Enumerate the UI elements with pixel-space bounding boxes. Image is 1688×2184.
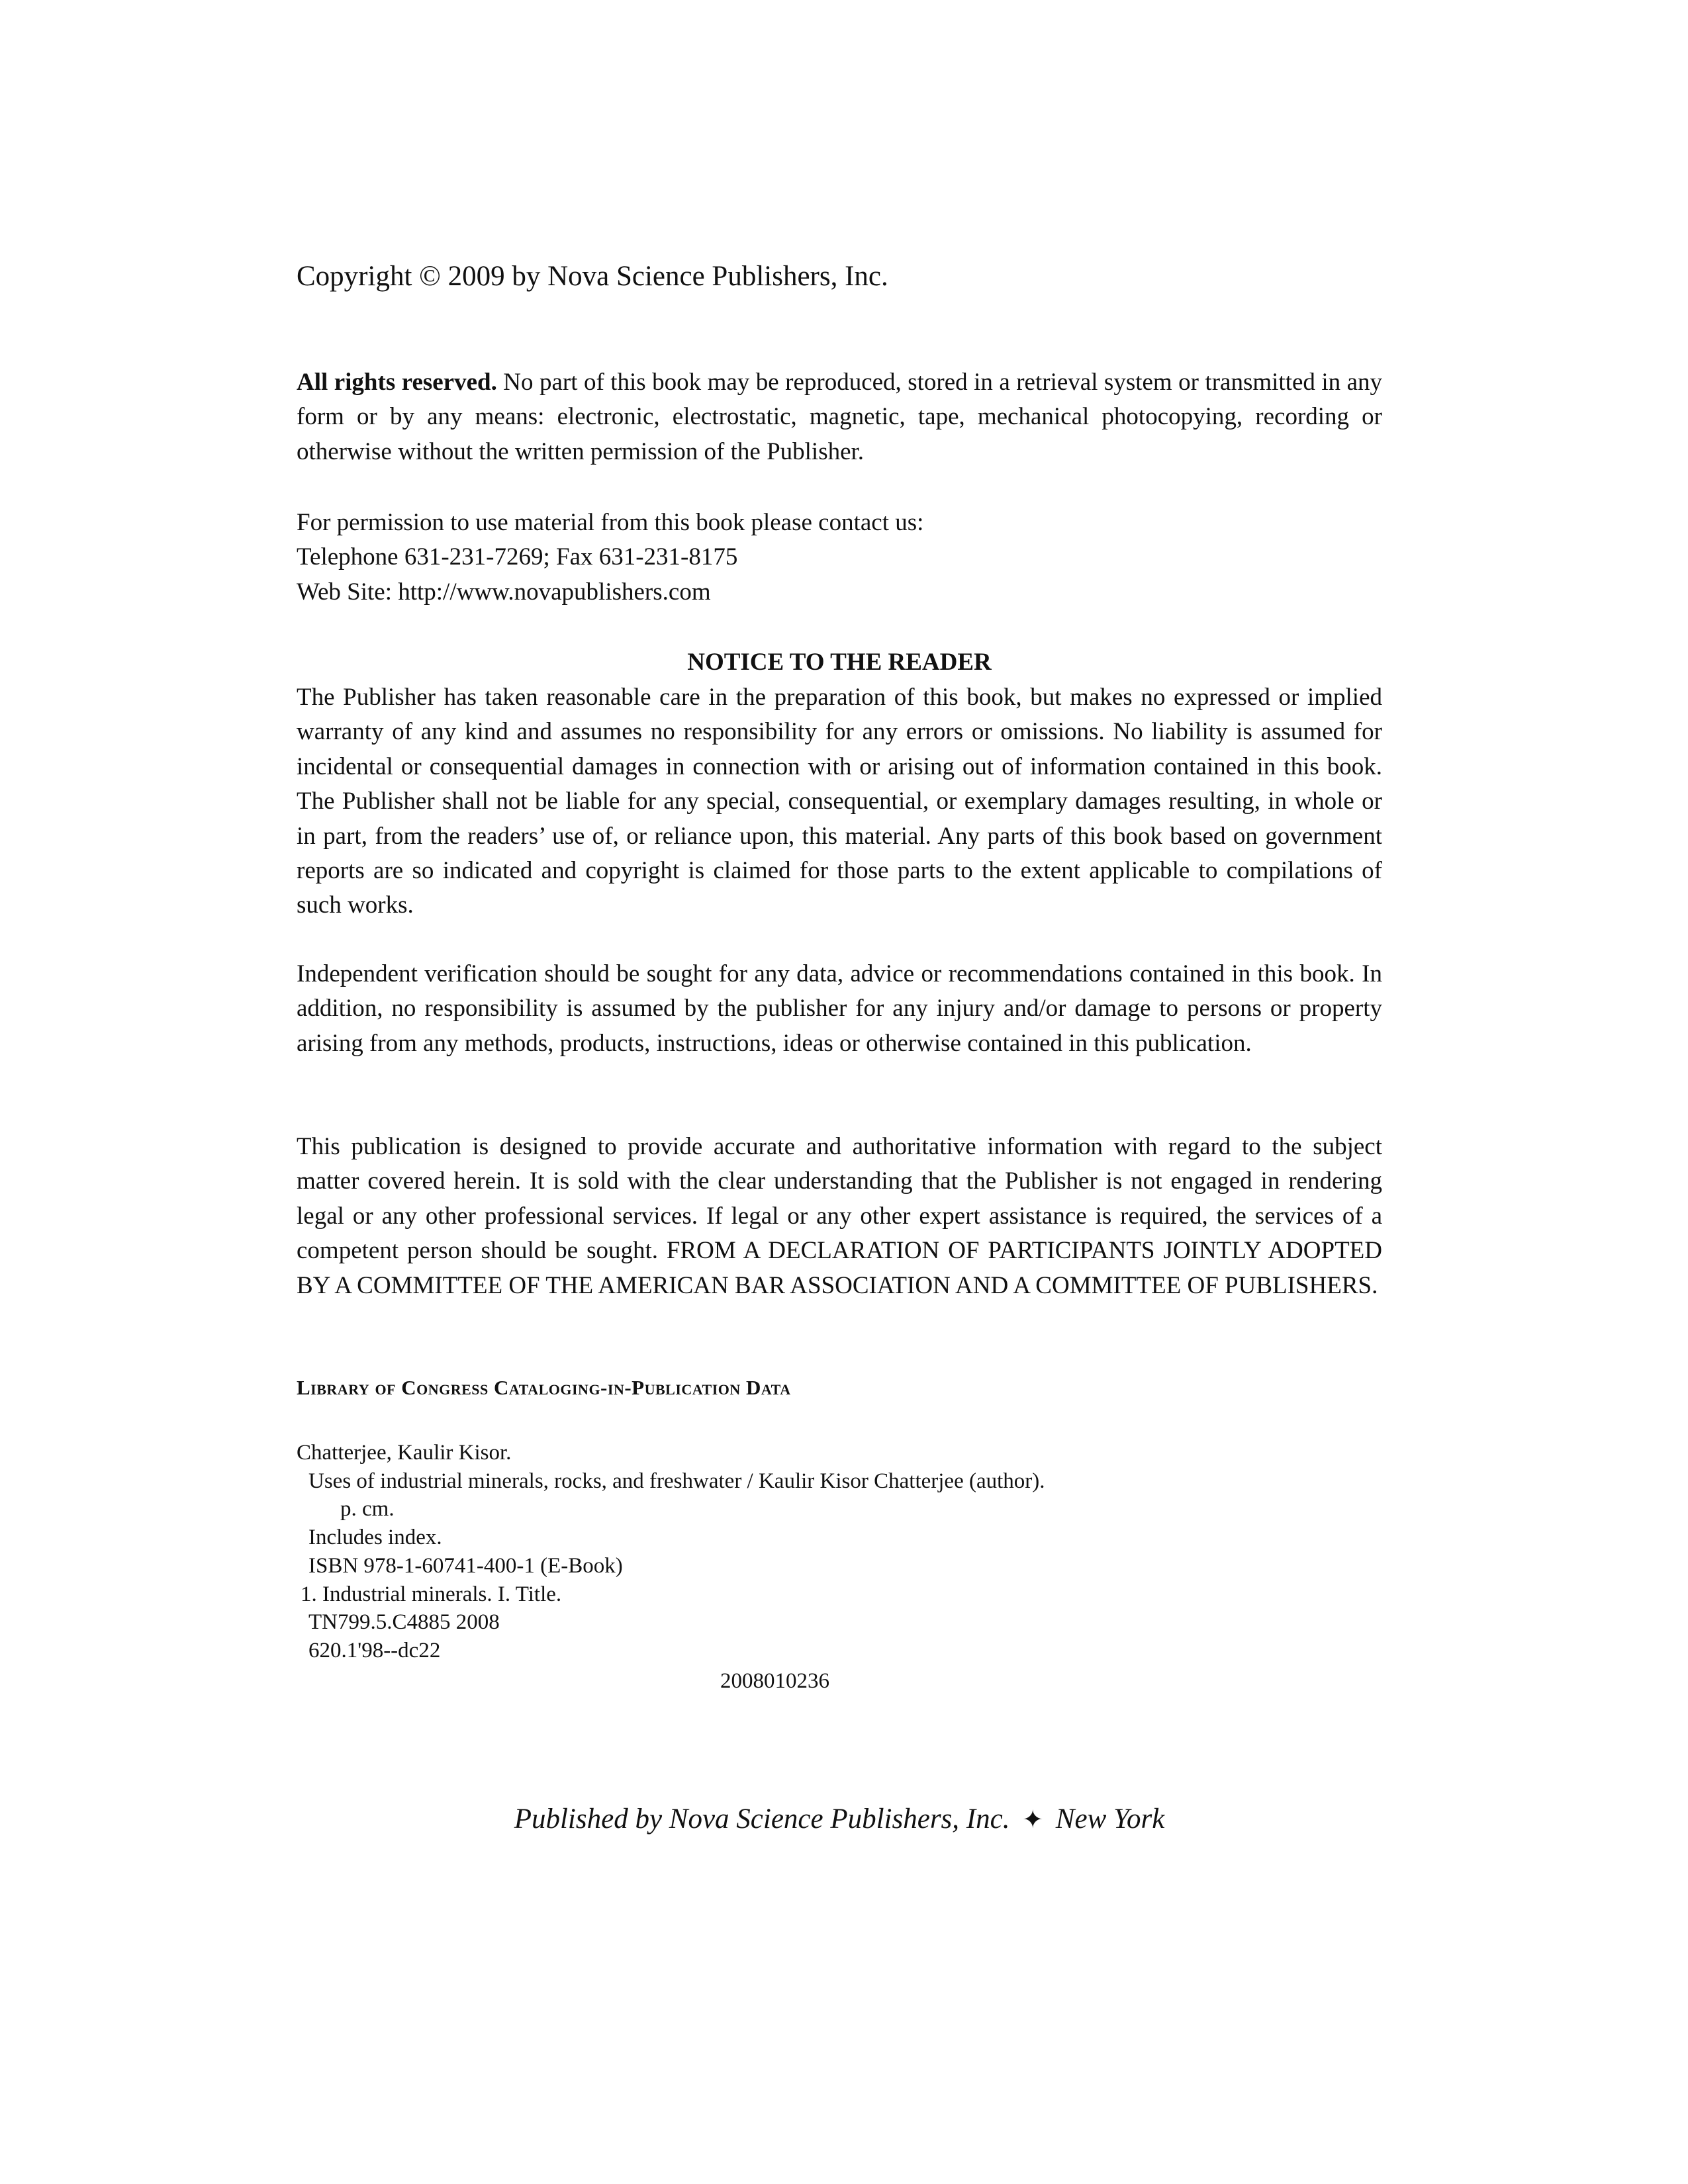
cip-author: Chatterjee, Kaulir Kisor.: [297, 1441, 512, 1465]
verification-paragraph: Independent verification should be sought for any data, advice or recommendations contained in this book. In addition, no responsibility is assumed by the publisher for any injury and/or damage to persons or property arising from any methods, products, instructions, ideas or otherwise contained in this publication.: [297, 960, 1382, 1057]
cip-pages: p. cm.: [340, 1497, 395, 1522]
cip-index: Includes index.: [308, 1525, 442, 1550]
contact-intro: For permission to use material from this book please contact us:: [297, 509, 924, 536]
cip-dewey: 620.1'98--dc22: [308, 1638, 441, 1662]
contact-website: Web Site: http://www.novapublishers.com: [297, 578, 711, 606]
notice-title: NOTICE TO THE READER: [687, 649, 992, 676]
rights-paragraph: [297, 365, 1382, 469]
notice-paragraph: The Publisher has taken reasonable care in the preparation of this book, but makes no expressed or implied warranty of any kind and assumes no responsibility for any errors or omissions. No liability is assumed for incidental or consequential damages in connection with or arising out of information contained in this book. The Publisher shall not be liable for any special, consequential, or exemplary damages resulting, in whole or in part, from the readers’ use of, or reliance upon, this material. Any parts of this book based on government reports are so indicated and copyright is claimed for those parts to the extent applicable to compilations of such works.: [297, 684, 1382, 919]
cip-lccn: 2008010236: [720, 1669, 829, 1693]
cip-lc-class: TN799.5.C4885 2008: [308, 1610, 500, 1635]
cip-record: [297, 1439, 1045, 1665]
cip-heading: Library of Congress Cataloging-in-Publication Data: [297, 1376, 791, 1399]
cip-title: Uses of industrial minerals, rocks, and freshwater / Kaulir Kisor Chatterjee (author).: [308, 1469, 1045, 1493]
contact-phone: Telephone 631-231-7269; Fax 631-231-8175: [297, 543, 738, 571]
publisher-footer: [297, 1802, 1382, 1837]
cip-subjects: 1. Industrial minerals. I. Title.: [301, 1582, 562, 1606]
rights-text: No part of this book may be reproduced, stored in a retrieval system or transmitted in any form or by any means: electronic, electrostatic, magnetic, tape, mechanical photocopying, recording or otherwise without the written permission of the Publisher.: [297, 369, 1382, 465]
publisher-city: New York: [1055, 1803, 1165, 1835]
cip-isbn: ISBN 978-1-60741-400-1 (E-Book): [308, 1553, 623, 1578]
rights-lead: All rights reserved.: [297, 369, 497, 396]
contact-block: [297, 506, 1382, 610]
published-by: Published by Nova Science Publishers, Inc.: [514, 1803, 1010, 1835]
copyright-line: Copyright © 2009 by Nova Science Publishers, Inc.: [297, 261, 888, 292]
publication-info-paragraph: This publication is designed to provide accurate and authoritative information with regard to the subject matter covered herein. It is sold with the clear understanding that the Publisher is not engaged in rendering legal or any other professional services. If legal or any other expert assistance is required, the services of a competent person should be sought. FROM A DECLARATION OF PARTICIPANTS JOINTLY ADOPTED BY A COMMITTEE OF THE AMERICAN BAR ASSOCIATION AND A COMMITTEE OF PUBLISHERS.: [297, 1133, 1382, 1299]
star-icon: ✦: [1022, 1806, 1044, 1834]
